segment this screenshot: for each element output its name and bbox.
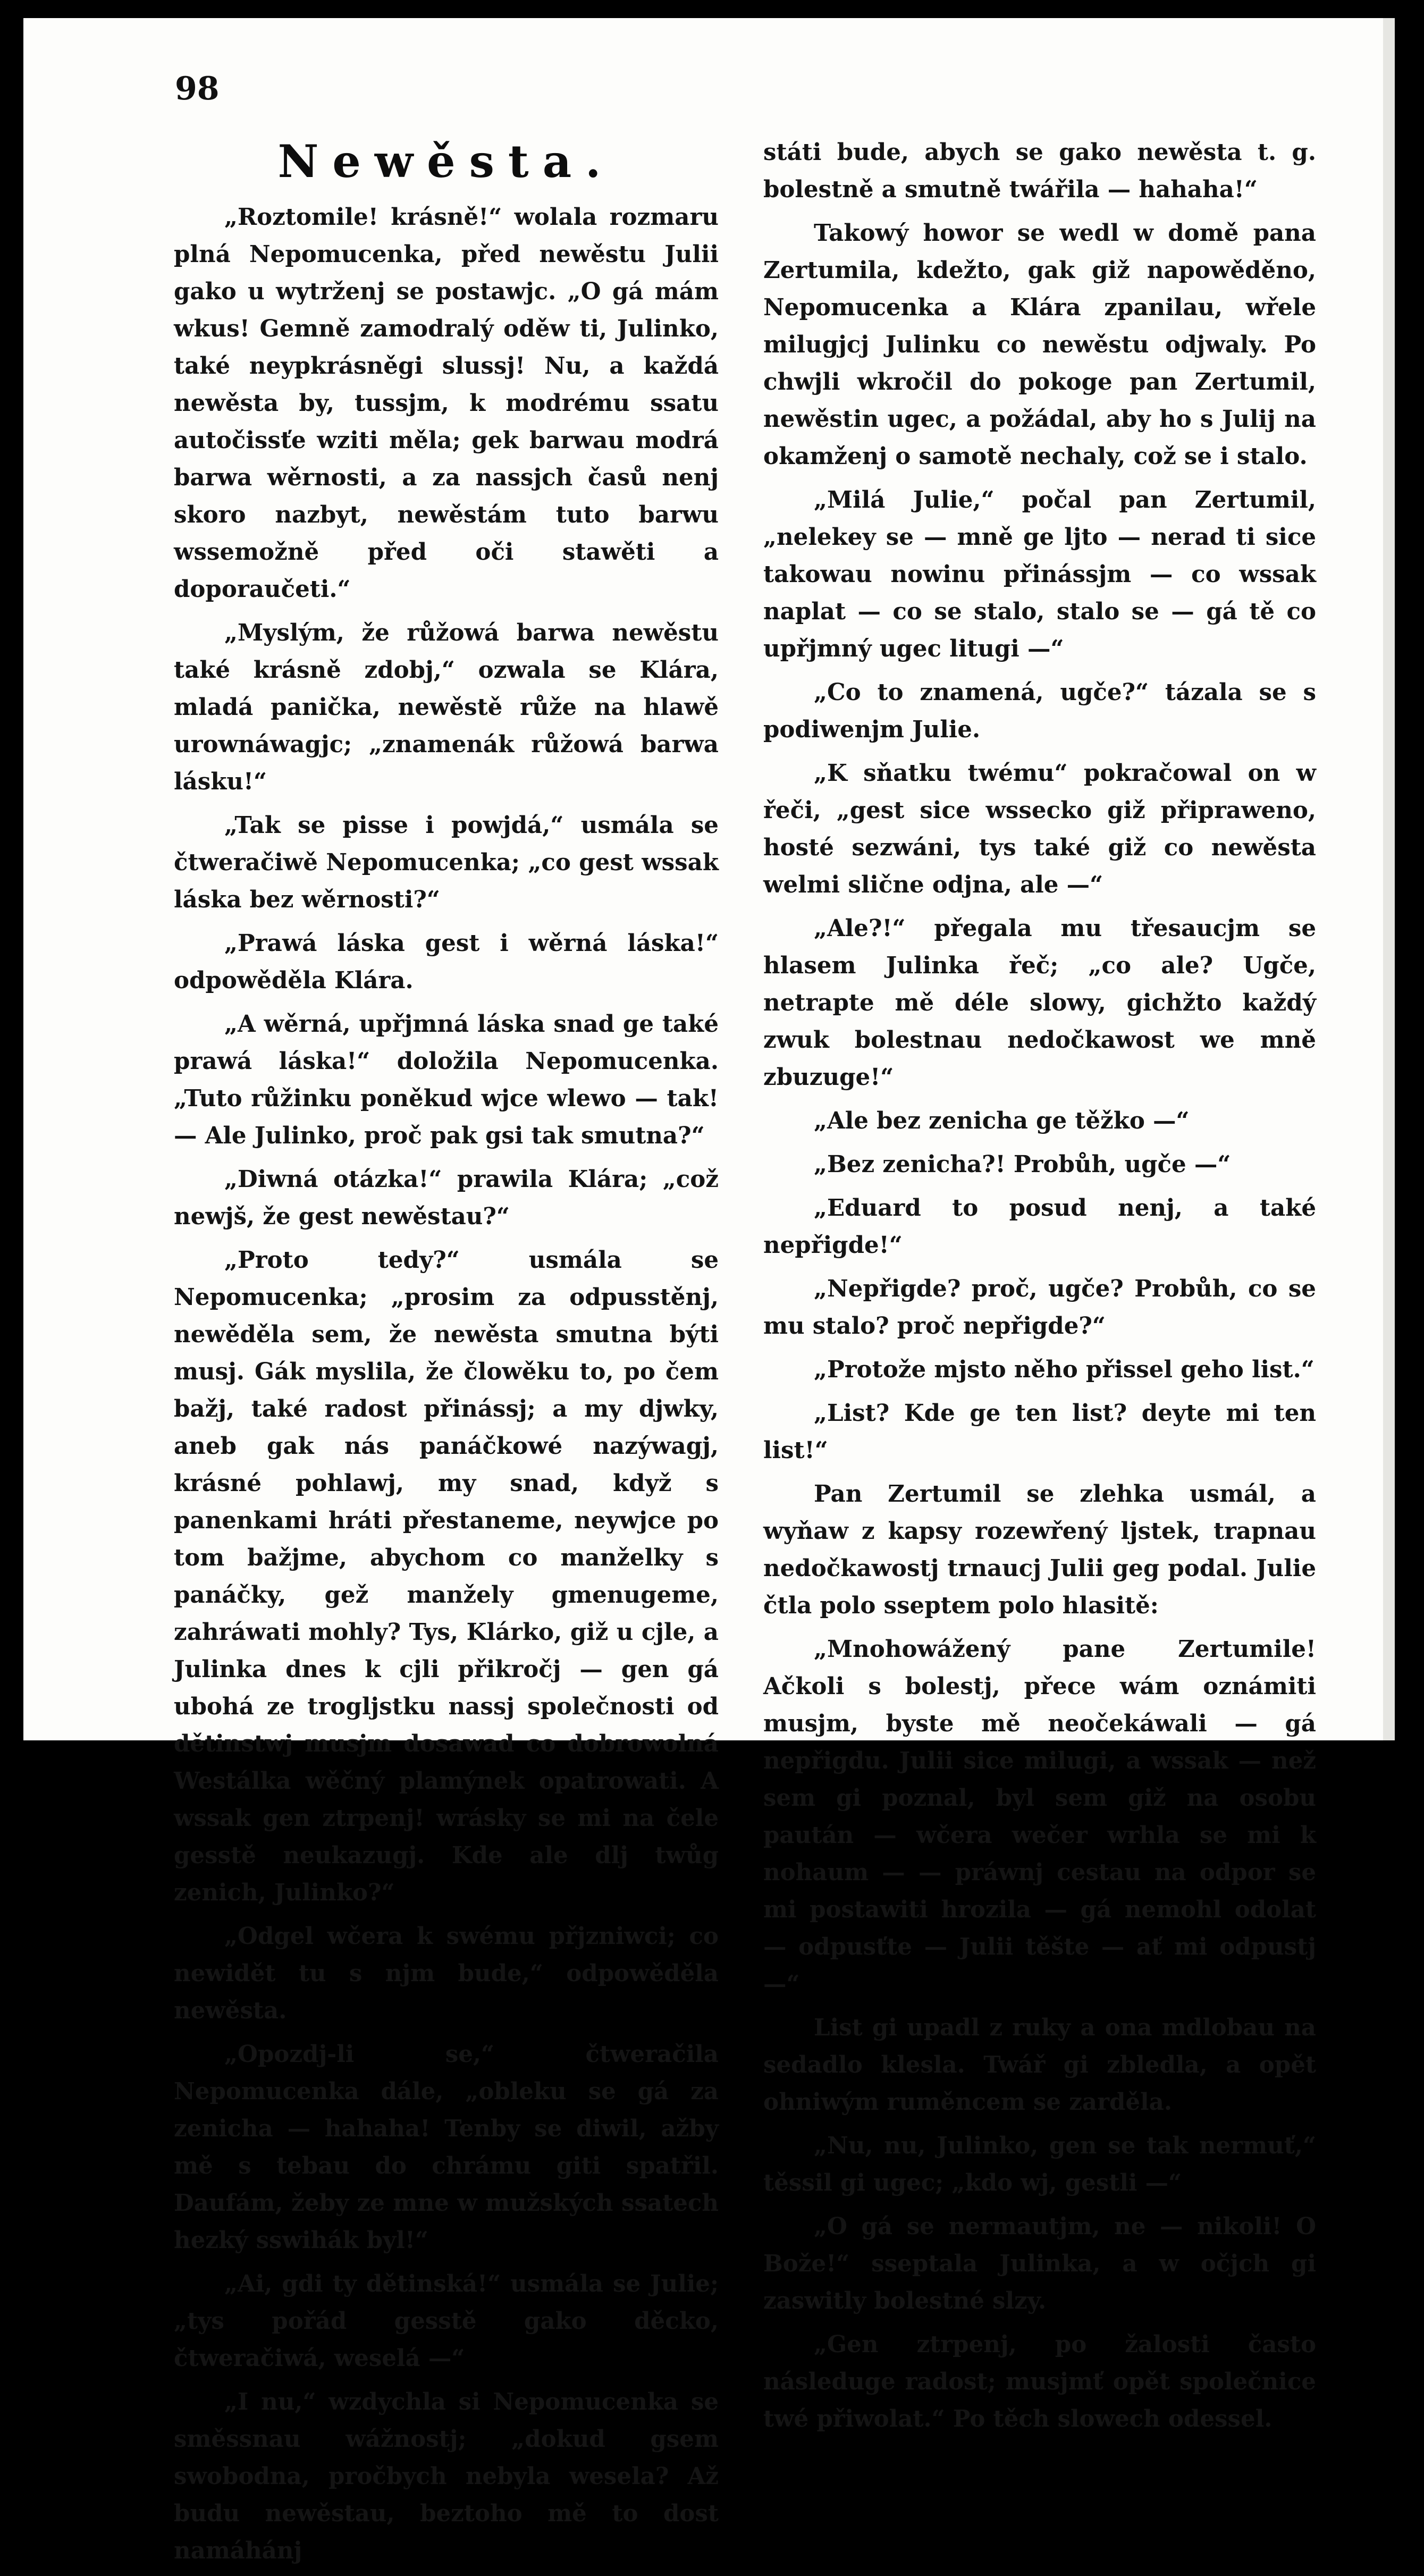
- paragraph: Pan Zertumil se zlehka usmál, a wyňaw z kapsy rozewřený ljstek, trapnau nedočkawostj trnaucj Julii geg podal. Julie čtla polo sseptem polo hlasitě:: [763, 1480, 1316, 1619]
- paragraph: List gi upadl z ruky a ona mdlobau na sedadlo klesla. Twář gi zbledla, a opět ohniwým ruměncem se zarděla.: [763, 2014, 1316, 2116]
- paragraph: „Myslým, že růžowá barwa newěstu také krásně zdobj,“ ozwala se Klára, mladá panička, newěstě růže na hlawě urownáwagjc; „znamenák růžowá barwa lásku!“: [174, 619, 719, 795]
- paragraph: Takowý howor se wedl w domě pana Zertumila, kdežto, gak giž napowěděno, Nepomucenka a Klára zpanilau, wřele milugjcj Julinku co newěstu odjwaly. Po chwjli wkročil do pokoge pan Zertumil, newěstin ugec, a požádal, aby ho s Julij na okamženj o samotě nechaly, což se i stalo.: [763, 220, 1316, 470]
- paragraph: „Ale?!“ přegala mu třesaucjm se hlasem Julinka řeč; „co ale? Ugče, netrapte mě déle slowy, gichžto každý zwuk bolestnau nedočkawost we mně zbuzuge!“: [763, 915, 1316, 1091]
- paragraph: „A wěrná, upřjmná láska snad ge také prawá láska!“ doložila Nepomucenka. „Tuto růžinku poněkud wjce wlewo — tak! — Ale Julinko, proč pak gsi tak smutna?“: [174, 1011, 719, 1149]
- paragraph-continuation: státi bude, abych se gako newěsta t. g. bolestně a smutně twářila — hahaha!“: [763, 139, 1316, 203]
- paragraph: „Proto tedy?“ usmála se Nepomucenka; „prosim za odpusstěnj, newěděla sem, že newěsta smutna býti musj. Gák myslila, že člowěku to, po čem bažj, také radost přinássj; a my djwky, aneb gak nás panáčkowé nazýwagj, krásné pohlawj, my snad, když s panenkami hráti přestaneme, neywjce po tom bažjme, abychom co manželky s panáčky, gež manžely gmenugeme, zahráwati mohly? Tys, Klárko, giž u cjle, a Julinka dnes k cjli přikročj — gen gá ubohá ze trogljstku nassj společnosti od dětinstwj musjm dosawad co dobrowolná Westálka wěčný plamýnek opatrowati. A wssak gen ztrpenj! wrásky se mi na čele gesstě neukazugj. Kde ale dlj twůg zenich, Julinko?“: [174, 1247, 719, 1906]
- paragraph: „Protože mjsto něho přissel geho list.“: [814, 1356, 1315, 1383]
- paragraph: „K sňatku twému“ pokračowal on w řeči, „gest sice wssecko giž připraweno, hosté sezwáni, tys také giž co newěsta welmi slične odjna, ale —“: [763, 760, 1316, 898]
- paragraph: „Co to znamená, ugče?“ tázala se s podiwenjm Julie.: [763, 679, 1316, 743]
- page-edge-shadow: [1383, 18, 1395, 1740]
- left-column: [174, 130, 719, 2576]
- paragraph: „List? Kde ge ten list? deyte mi ten list!“: [763, 1400, 1316, 1464]
- right-column: [763, 134, 1316, 2444]
- paragraph: „Ai, gdi ty dětinská!“ usmála se Julie; „tys pořád gesstě gako děcko, čtweračiwá, weselá —“: [174, 2270, 719, 2372]
- paragraph: „I nu,“ wzdychla si Nepomucenka se směssnau wážnostj; „dokud gsem swobodna, pročbych nebyla wesela? Až budu newěstau, beztoho mě to dost namáhánj: [174, 2388, 719, 2564]
- paragraph: „Milá Julie,“ počal pan Zertumil, „nelekey se — mně ge ljto — nerad ti sice takowau nowinu přinássjm — co wssak naplat — co se stalo, stalo se — gá tě co upřjmný ugec litugi —“: [763, 486, 1316, 662]
- paragraph: „Ale bez zenicha ge těžko —“: [814, 1107, 1190, 1134]
- paragraph: „Eduard to posud nenj, a také nepřigde!“: [763, 1194, 1316, 1259]
- paragraph: „Opozdj-li se,“ čtweračila Nepomucenka dále, „obleku se gá za zenicha — hahaha! Tenby se diwil, ažby mě s tebau do chrámu giti spatřil. Daufám, žeby ze mne w mužských ssatech hezký sswihák byl!“: [174, 2041, 719, 2254]
- paragraph: „Odgel wčera k swému přjzniwci; co newidět tu s njm bude,“ odpowěděla newěsta.: [174, 1923, 719, 2024]
- article-title: Newěsta.: [277, 135, 615, 188]
- page-number: 98: [175, 70, 220, 107]
- paragraph: „Mnohowážený pane Zertumile! Ačkoli s bolestj, přece wám oznámiti musjm, byste mě neočekáwali — gá nepřigdu. Julii sice milugi, a wssak — než sem gi poznal, byl sem giž na osobu paután — wčera wečer wrhla se mi k nohaum — — práwnj cestau na odpor se mi postawiti hrozila — gá nemohl odolat — odpusťte — Julii těšte — ať mi odpustj —“: [763, 1636, 1316, 1998]
- paragraph: „Prawá láska gest i wěrná láska!“ odpowěděla Klára.: [174, 930, 719, 994]
- book-page: [23, 18, 1395, 2564]
- paragraph: „Bez zenicha?! Probůh, ugče —“: [814, 1151, 1231, 1178]
- paragraph: „O gá se nermautjm, ne — nikoli! O Bože!“ sseptala Julinka, a w očjch gi zaswitly bolestné slzy.: [763, 2213, 1316, 2314]
- paragraph: „Nu, nu, Julinko, gen se tak nermuť,“ těssil gi ugec; „kdo wj, gestli —“: [763, 2132, 1316, 2196]
- paragraph: „Diwná otázka!“ prawila Klára; „což newjš, že gest newěstau?“: [174, 1166, 719, 1230]
- paragraph: „Roztomile! krásně!“ wolala rozmaru plná Nepomucenka, před newěstu Julii gako u wytrženj se postawjc. „O gá mám wkus! Gemně zamodralý oděw ti, Julinko, také neypkrásněgi slussj! Nu, a každá newěsta by, tussjm, k modrému ssatu autočissťe wziti měla; gek barwau modrá barwa wěrnosti, a za nassjch časů nenj skoro nazbyt, newěstám tuto barwu wssemožně před oči stawěti a doporaučeti.“: [174, 204, 719, 603]
- paragraph: „Gen ztrpenj, po žalosti často následuge radost; musjmť opět společnice twé přiwolat.“ Po těch slowech odessel.: [763, 2331, 1316, 2432]
- paragraph: „Tak se pisse i powjdá,“ usmála se čtweračiwě Nepomucenka; „co gest wssak láska bez wěrnosti?“: [174, 812, 719, 913]
- paragraph: „Nepřigde? proč, ugče? Probůh, co se mu stalo? proč nepřigde?“: [763, 1275, 1316, 1340]
